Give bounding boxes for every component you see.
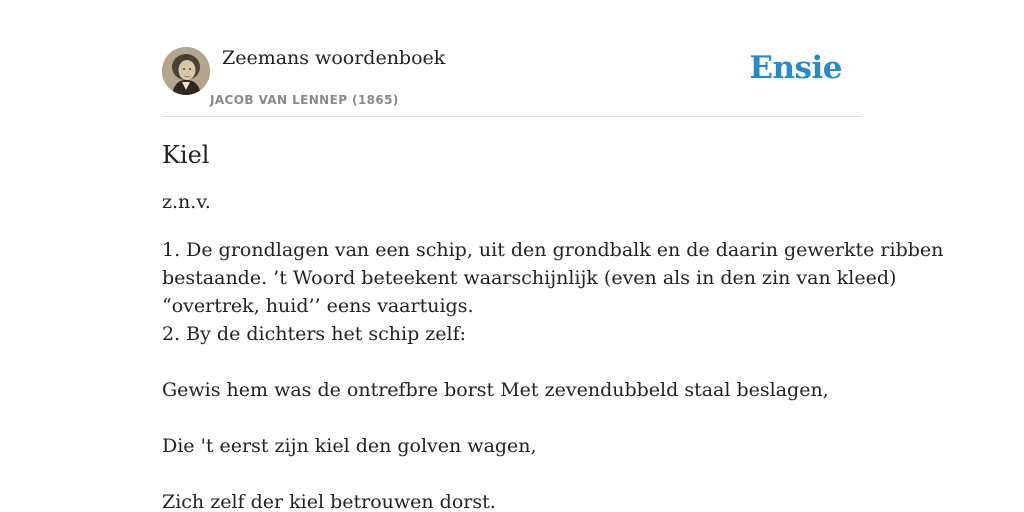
- dictionary-author: JACOB VAN LENNEP (1865): [210, 93, 399, 107]
- definition-line: 1. De grondlagen van een schip, uit den grondbalk en de daarin gewerkte ribben: [162, 239, 944, 261]
- definition-line: “overtrek, huid’’ eens vaartuigs.: [162, 295, 474, 317]
- quote-line: Zich zelf der kiel betrouwen dorst.: [162, 491, 496, 512]
- dictionary-header: [162, 0, 862, 117]
- quote-line: Die 't eerst zijn kiel den golven wagen,: [162, 435, 537, 457]
- definition-line: bestaande. ’t Woord beteekent waarschijnlijk (even als in den zin van kleed): [162, 267, 897, 289]
- quote-line: Gewis hem was de ontrefbre borst Met zevendubbeld staal beslagen,: [162, 379, 829, 401]
- dictionary-title[interactable]: Zeemans woordenboek: [222, 47, 446, 69]
- portrait-graphic: [162, 47, 210, 95]
- entry-definition: [162, 236, 944, 512]
- entry-headword: Kiel: [162, 141, 210, 169]
- part-of-speech: z.n.v.: [162, 191, 211, 213]
- definition-line: 2. By de dichters het schip zelf:: [162, 323, 467, 345]
- brand-logo-link[interactable]: Ensie: [749, 50, 842, 86]
- portrait-icon[interactable]: [162, 47, 210, 95]
- entry-content: [162, 116, 944, 512]
